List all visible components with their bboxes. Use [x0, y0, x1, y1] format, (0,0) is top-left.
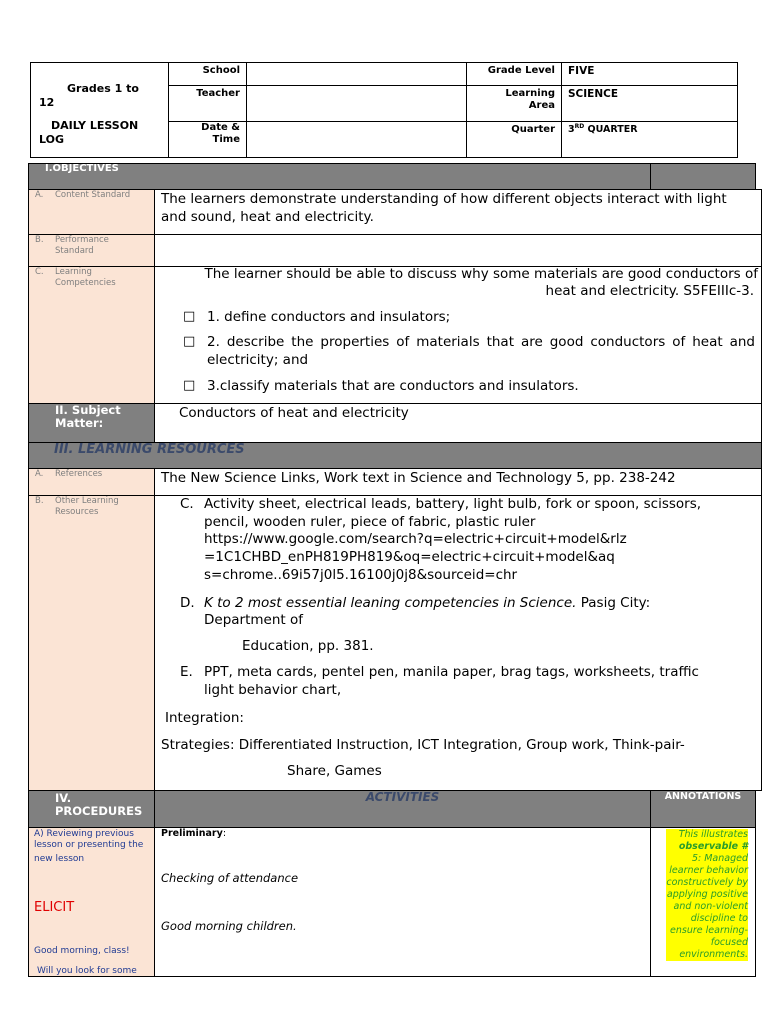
grade-level-value: FIVE	[561, 62, 738, 86]
annotation-line: applying positive	[666, 889, 748, 900]
subject-matter-label-1: II. Subject	[55, 403, 121, 417]
materials-line-2: pencil, wooden ruler, piece of fabric, plastic ruler	[204, 514, 536, 530]
url-line-3[interactable]: s=chrome..69i57j0l5.16100j0j8&sourceid=chr	[204, 567, 518, 583]
quarter-value	[561, 121, 738, 158]
annotation-line: observable #	[666, 841, 748, 853]
url-line-1[interactable]: https://www.google.com/search?q=electric+circuit+model&rlz	[204, 531, 627, 547]
header-title-cell	[30, 62, 169, 158]
preliminary-colon: :	[222, 828, 227, 839]
header-title-line1: Grades 1 to	[67, 82, 139, 95]
strategies-line-2: Share, Games	[287, 763, 382, 779]
competencies-label	[28, 266, 155, 404]
preliminary-text: Preliminary	[161, 828, 223, 839]
competency-item-3: 3.classify materials that are conductors and insulators.	[207, 378, 579, 394]
school-label: School	[168, 62, 247, 86]
performance-standard-label	[28, 234, 155, 267]
procedures-label-2: PROCEDURES	[55, 804, 143, 818]
content-standard-label	[28, 189, 155, 235]
performance-label-2: Standard	[55, 246, 94, 256]
quarter-word: QUARTER	[584, 124, 638, 136]
activities-header	[154, 790, 651, 828]
annotation-line: environments.	[666, 949, 748, 961]
competencies-line2: heat and electricity. S5FEIIIc-3.	[545, 283, 754, 299]
list-letter-e: E.	[180, 664, 193, 680]
learning-area-label-1: Learning	[505, 88, 555, 99]
teacher-label: Teacher	[168, 85, 247, 122]
performance-num: B.	[35, 235, 44, 245]
date-label-2: Time	[212, 134, 240, 145]
checkbox-icon: □	[183, 309, 196, 324]
performance-standard-text	[154, 234, 762, 267]
school-field[interactable]	[246, 62, 467, 86]
procedure-a-label-3: new lesson	[34, 854, 85, 864]
activities-heading: ACTIVITIES	[365, 790, 440, 804]
url-line-2[interactable]: =1C1CHBD_enPH819PH819&oq=electric+circuit+model&aq	[204, 549, 615, 565]
references-label	[28, 468, 155, 496]
date-label-1: Date &	[201, 122, 240, 133]
good-morning-text: Good morning children.	[161, 919, 297, 933]
checkbox-icon: □	[183, 378, 196, 393]
quarter-num: 3	[568, 124, 575, 136]
date-time-label	[168, 121, 247, 158]
competencies-num: C.	[35, 267, 44, 277]
objectives-heading-bar	[28, 163, 651, 190]
procedure-a-label-1: A) Reviewing previous	[34, 829, 134, 839]
quarter-sup: RD	[574, 123, 585, 130]
subject-matter-label-2: Matter:	[55, 416, 104, 430]
competencies-label-1: Learning	[55, 267, 92, 277]
references-text: The New Science Links, Work text in Science and Technology 5, pp. 238-242	[154, 468, 762, 496]
greeting-line-1: Good morning, class!	[34, 946, 130, 956]
annotation-line: ensure learning-	[666, 925, 748, 937]
integration-label: Integration:	[165, 710, 244, 726]
department-line: Department of	[204, 612, 303, 628]
materials-line-1: Activity sheet, electrical leads, battery, light bulb, fork or spoon, scissors,	[204, 496, 702, 512]
procedures-label-1: IV.	[55, 791, 72, 805]
procedures-label	[28, 790, 155, 828]
annotation-line: focused	[666, 937, 748, 949]
annotations-header	[650, 790, 756, 828]
list-letter-d: D.	[180, 595, 195, 611]
content-standard-num: A.	[35, 190, 44, 200]
grade-level-label: Grade Level	[466, 62, 562, 86]
quarter-label: Quarter	[466, 121, 562, 158]
annotation-line: This illustrates	[666, 829, 748, 841]
list-letter-c: C.	[180, 496, 194, 512]
annotation-text	[666, 829, 748, 961]
teacher-field[interactable]	[246, 85, 467, 122]
references-label-text: References	[55, 469, 103, 479]
supplies-line-2: light behavior chart,	[204, 682, 342, 698]
annotation-line: discipline to	[666, 913, 748, 925]
procedure-a-label-2: lesson or presenting the	[34, 840, 144, 850]
preliminary-label	[161, 828, 226, 839]
annotation-line: learner behavior	[666, 865, 748, 877]
procedure-a-activity-cell	[154, 827, 651, 977]
annotation-line: 5: Managed	[666, 853, 748, 865]
learning-area-value: SCIENCE	[561, 85, 738, 122]
education-line: Education, pp. 381.	[242, 638, 374, 654]
content-standard-text: The learners demonstrate understanding of how different objects interact with light and sound, heat and electricity.	[154, 189, 762, 235]
procedure-a-label-cell	[28, 827, 155, 977]
elicit-label: ELICIT	[34, 900, 75, 915]
date-time-field[interactable]	[246, 121, 467, 158]
header-title-line4: LOG	[39, 133, 64, 146]
checkbox-icon: □	[183, 334, 196, 349]
competency-item-2: 2. describe the properties of materials that are good conductors of heat and electricity; and	[207, 334, 755, 368]
strategies-line-1: Strategies: Differentiated Instruction, ICT Integration, Group work, Think-pair-	[161, 737, 685, 753]
competencies-reference	[204, 594, 650, 612]
annotations-heading: ANNOTATIONS	[664, 791, 742, 802]
content-standard-label-text: Content Standard	[55, 190, 131, 200]
annotation-line: constructively by	[666, 877, 748, 888]
resources-heading: III. LEARNING RESOURCES	[54, 442, 245, 457]
attendance-text: Checking of attendance	[161, 871, 299, 885]
competencies-reference-title: K to 2 most essential leaning competencies in Science.	[204, 595, 577, 611]
competency-item-1: 1. define conductors and insulators;	[207, 309, 451, 325]
competencies-label-2: Competencies	[55, 278, 116, 288]
subject-matter-label	[28, 403, 155, 443]
greeting-line-2: Will you look for some	[37, 966, 137, 976]
other-resources-label-1: Other Learning	[55, 496, 119, 506]
header-title-line2: 12	[39, 96, 55, 109]
objectives-heading: I.OBJECTIVES	[45, 163, 119, 174]
objectives-heading-right	[650, 163, 756, 190]
subject-matter-text: Conductors of heat and electricity	[154, 403, 762, 443]
other-resources-label	[28, 495, 155, 791]
header-title-line3: DAILY LESSON	[51, 119, 139, 132]
resources-heading-bar	[28, 442, 762, 469]
learning-area-label	[466, 85, 562, 122]
other-resources-label-2: Resources	[55, 507, 99, 517]
competencies-reference-city: Pasig City:	[576, 595, 651, 611]
supplies-line-1: PPT, meta cards, pentel pen, manila paper, brag tags, worksheets, traffic	[204, 664, 699, 680]
performance-label-1: Performance	[55, 235, 109, 245]
learning-area-label-2: Area	[528, 100, 555, 111]
other-resources-num: B.	[35, 496, 44, 506]
competencies-line1: The learner should be able to discuss why some materials are good conductors of	[204, 266, 758, 282]
procedure-a-annotation-cell	[650, 827, 756, 977]
annotation-line: and non-violent	[666, 901, 748, 913]
references-num: A.	[35, 469, 44, 479]
